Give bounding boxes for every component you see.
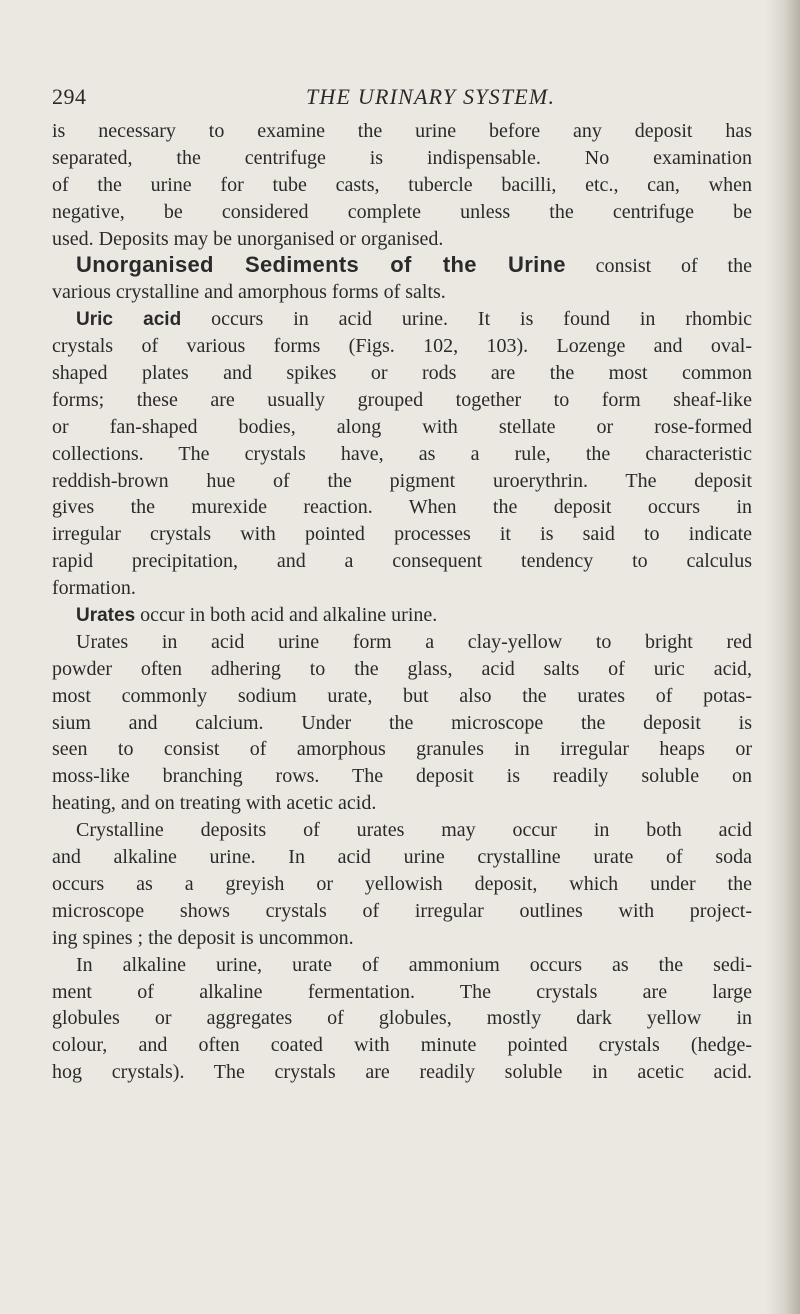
body-text [52,118,752,1086]
text-line [52,306,752,333]
text-line: or fan-shaped bodies, along with stellate or rose-formed [52,415,752,438]
text-line: moss-like branching rows. The deposit is readily soluble on [52,765,752,788]
text-line: Urates in acid urine form a clay-yellow to bright red [76,630,752,653]
text-line: globules or aggregates of globules, mostly dark yellow in [52,1007,752,1030]
page-edge-shadow [766,0,800,1314]
heading-continuation: occurs in acid urine. It is found in rhombic [181,308,752,331]
text-line [52,602,752,629]
text-line: most commonly sodium urate, but also the urates of potas- [52,684,752,707]
text-line: negative, be considered complete unless the centrifuge be [52,200,752,223]
text-line: Crystalline deposits of urates may occur in both acid [76,819,752,842]
text-line: seen to consist of amorphous granules in irregular heaps or [52,738,752,761]
text-line: various crystalline and amorphous forms of salts. [52,281,446,304]
text-line: heating, and on treating with acetic acid. [52,792,377,815]
text-line: and alkaline urine. In acid urine crystalline urate of soda [52,846,752,869]
text-line: forms; these are usually grouped together to form sheaf-like [52,388,752,411]
text-line: In alkaline urine, urate of ammonium occurs as the sedi- [76,953,752,976]
page-number: 294 [52,84,87,109]
text-line: ment of alkaline fermentation. The crystals are large [52,980,752,1003]
text-line: of the urine for tube casts, tubercle bacilli, etc., can, when [52,173,752,196]
text-line: occurs as a greyish or yellowish deposit, which under the [52,872,752,895]
text-line: colour, and often coated with minute pointed crystals (hedge- [52,1034,752,1057]
text-line: separated, the centrifuge is indispensable. No examination [52,146,752,169]
section-heading: Unorganised Sediments of the Urine [76,252,566,278]
text-line: ing spines ; the deposit is uncommon. [52,926,354,949]
text-line: rapid precipitation, and a consequent tendency to calculus [52,550,752,573]
text-line: used. Deposits may be unorganised or organised. [52,227,444,250]
heading-continuation: consist of the [565,255,752,278]
text-line: reddish-brown hue of the pigment uroerythrin. The deposit [52,469,752,492]
subsection-heading: Urates [76,605,136,627]
text-line: is necessary to examine the urine before any deposit has [52,120,752,142]
text-line: shaped plates and spikes or rods are the most common [52,362,752,385]
text-line [52,252,752,279]
running-title: THE URINARY SYSTEM. [306,84,556,109]
running-head [52,84,752,114]
text-line: crystals of various forms (Figs. 102, 103). Lozenge and oval- [52,335,752,358]
text-line: gives the murexide reaction. When the deposit occurs in [52,496,752,519]
text-line: collections. The crystals have, as a rule, the characteristic [52,442,752,465]
text-line: microscope shows crystals of irregular outlines with project- [52,899,752,922]
text-line: formation. [52,577,136,600]
subsection-heading: Uric acid [76,309,182,331]
text-line: sium and calcium. Under the microscope the deposit is [52,711,752,734]
text-line: powder often adhering to the glass, acid salts of uric acid, [52,657,752,680]
heading-continuation: occur in both acid and alkaline urine. [135,604,438,627]
text-line: irregular crystals with pointed processes it is said to indicate [52,523,752,546]
text-line: hog crystals). The crystals are readily soluble in acetic acid. [52,1061,752,1084]
